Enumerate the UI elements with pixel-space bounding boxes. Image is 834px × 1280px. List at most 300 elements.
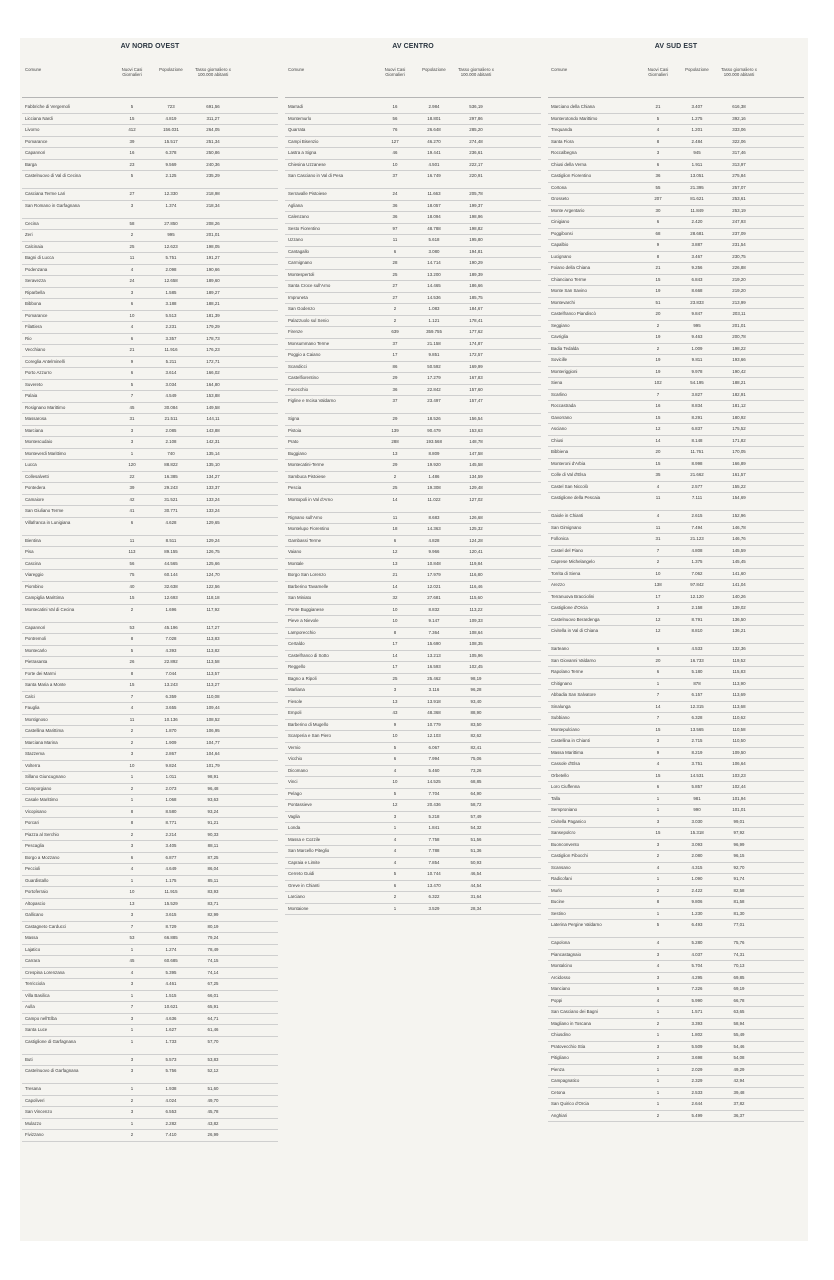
- nuovi-casi-cell: 68: [655, 230, 661, 236]
- popolazione-cell: 18.094: [427, 214, 441, 219]
- table-row: [548, 920, 804, 938]
- nuovi-casi-cell: 25: [392, 675, 398, 681]
- nuovi-casi-cell: 3: [393, 813, 397, 819]
- popolazione-cell: 7.410: [165, 1132, 177, 1137]
- table-row: [548, 1065, 804, 1077]
- table-row: [22, 968, 278, 980]
- popolazione-cell: 7.788: [428, 848, 440, 853]
- comune-cell: Montecarlo: [25, 647, 47, 653]
- table-row: [285, 235, 541, 247]
- comune-cell: Vaiano: [288, 549, 302, 554]
- popolazione-cell: 26.648: [427, 127, 441, 132]
- tasso-cell: 136,50: [732, 616, 746, 622]
- tasso-cell: 616,38: [732, 104, 746, 109]
- table-row: [22, 1119, 278, 1131]
- table-row: [548, 321, 804, 333]
- nuovi-casi-cell: 36: [392, 386, 398, 392]
- popolazione-cell: 4.393: [165, 647, 177, 653]
- popolazione-cell: 50.592: [427, 363, 441, 369]
- popolazione-cell: 89.155: [164, 549, 178, 554]
- popolazione-cell: 4.295: [691, 974, 703, 980]
- tasso-cell: 117,92: [206, 606, 220, 612]
- comune-cell: Bagno a Ripoli: [288, 675, 317, 681]
- table-row: [22, 1066, 278, 1084]
- popolazione-cell: 1.121: [428, 317, 440, 323]
- comune-cell: Bibbona: [25, 301, 42, 306]
- tasso-cell: 213,99: [732, 299, 746, 305]
- nuovi-casi-cell: 43: [392, 710, 398, 715]
- nuovi-casi-cell: 2: [130, 1097, 134, 1103]
- comune-cell: Terricciola: [25, 981, 45, 986]
- col-header-popolazione: Popolazione: [422, 67, 446, 72]
- tasso-cell: 80,19: [207, 923, 219, 929]
- table-row: [22, 345, 278, 357]
- popolazione-cell: 6.359: [165, 693, 177, 699]
- comune-cell: Massa Marittima: [551, 749, 584, 755]
- comune-cell: Sesto Fiorentino: [288, 225, 320, 231]
- popolazione-cell: 9.824: [165, 762, 177, 768]
- tasso-cell: 178,73: [206, 335, 220, 341]
- popolazione-cell: 156.031: [163, 127, 179, 132]
- comune-cell: Serravalle Pistoiese: [288, 191, 327, 196]
- table-row: [548, 805, 804, 817]
- nuovi-casi-cell: 138: [654, 582, 662, 587]
- table-row: [285, 674, 541, 686]
- comune-cell: Sambuca Pistoiese: [288, 473, 326, 479]
- tasso-cell: 143,88: [206, 427, 220, 433]
- popolazione-cell: 18.057: [427, 202, 441, 208]
- table-row: [548, 378, 804, 390]
- table-row: [285, 731, 541, 743]
- popolazione-cell: 1.374: [165, 202, 177, 208]
- nuovi-casi-cell: 58: [129, 220, 135, 226]
- popolazione-cell: 3.393: [691, 1020, 703, 1026]
- table-row: [285, 559, 541, 571]
- tasso-cell: 52,12: [207, 1068, 219, 1073]
- table-row: [285, 396, 541, 414]
- table-row: [22, 311, 278, 323]
- nuovi-casi-cell: 9: [656, 749, 660, 755]
- table-row: [22, 1107, 278, 1119]
- tasso-cell: 333,06: [732, 127, 746, 132]
- comune-cell: Montepulciano: [551, 726, 580, 732]
- nuovi-casi-cell: 1: [130, 450, 134, 456]
- comune-cell: Piancastagnaio: [551, 951, 582, 957]
- tasso-cell: 109,33: [469, 618, 483, 623]
- col-header-tasso: Tasso giornaliero x 100.000 abitanti: [195, 67, 231, 78]
- table-row: [22, 536, 278, 548]
- nuovi-casi-cell: 288: [391, 439, 399, 444]
- tasso-cell: 51,56: [470, 836, 482, 842]
- tasso-cell: 208,26: [206, 220, 220, 226]
- comune-cell: Lastra a Signa: [288, 150, 317, 155]
- tasso-cell: 96,99: [733, 841, 745, 847]
- nuovi-casi-cell: 2: [130, 606, 134, 612]
- popolazione-cell: 19.308: [427, 485, 441, 490]
- tasso-cell: 136,21: [732, 628, 746, 633]
- popolazione-cell: 2.533: [691, 1089, 703, 1095]
- tasso-cell: 257,07: [732, 184, 746, 190]
- comune-cell: Castiglion Fiorentino: [551, 173, 592, 178]
- table-body: [22, 102, 278, 1142]
- table-row: [22, 945, 278, 957]
- tasso-cell: 113,27: [206, 682, 220, 687]
- table-row: [22, 449, 278, 461]
- comune-cell: Campagnatico: [551, 1078, 580, 1083]
- popolazione-cell: 2.231: [165, 324, 177, 329]
- popolazione-cell: 12.315: [690, 703, 704, 709]
- popolazione-cell: 1.733: [165, 1038, 177, 1044]
- tasso-cell: 74,14: [207, 969, 219, 975]
- comune-cell: Certaldo: [288, 641, 305, 646]
- popolazione-cell: 10.136: [164, 716, 178, 722]
- popolazione-cell: 945: [693, 150, 701, 155]
- nuovi-casi-cell: 1: [656, 680, 660, 686]
- tasso-cell: 82,58: [733, 887, 745, 893]
- table-row: [548, 482, 804, 494]
- table-row: [548, 183, 804, 195]
- tasso-cell: 43,82: [207, 1120, 219, 1126]
- tasso-cell: 104,77: [206, 739, 220, 745]
- comune-cell: Suvereto: [25, 381, 43, 387]
- comune-cell: Siena: [551, 380, 563, 385]
- table-row: [285, 789, 541, 801]
- popolazione-cell: 6.493: [691, 922, 703, 927]
- comune-cell: Semproniano: [551, 807, 578, 812]
- nuovi-casi-cell: 28: [392, 260, 398, 265]
- comune-cell: Gallicano: [25, 912, 44, 917]
- popolazione-cell: 4.315: [691, 864, 703, 870]
- nuovi-casi-cell: 45: [129, 404, 135, 410]
- comune-cell: Calci: [25, 693, 35, 699]
- col-header-nuovi-casi: Nuovi Casi Giornalieri: [384, 67, 406, 78]
- table-row: [22, 137, 278, 149]
- comune-cell: Torrita di Siena: [551, 570, 581, 576]
- table-row: [548, 603, 804, 615]
- nuovi-casi-cell: 1: [656, 1078, 660, 1083]
- table-row: [285, 449, 541, 461]
- nuovi-casi-cell: 3: [393, 687, 397, 692]
- table-row: [548, 592, 804, 604]
- table-row: [285, 373, 541, 385]
- popolazione-cell: 193.568: [426, 439, 442, 444]
- comune-cell: Gambassi Terme: [288, 537, 322, 543]
- tasso-cell: 297,86: [469, 115, 483, 121]
- comune-cell: Vecchiano: [25, 347, 46, 352]
- tasso-cell: 125,32: [469, 526, 483, 531]
- table-row: [548, 984, 804, 996]
- table-row: [22, 102, 278, 114]
- nuovi-casi-cell: 2: [393, 306, 397, 311]
- table-row: [285, 766, 541, 778]
- table-row: [22, 472, 278, 484]
- popolazione-cell: 3.467: [691, 253, 703, 259]
- tasso-cell: 172,57: [469, 352, 483, 357]
- tasso-cell: 85,11: [207, 877, 219, 883]
- tasso-cell: 96,15: [733, 853, 745, 858]
- tasso-cell: 87,25: [207, 854, 219, 860]
- tasso-cell: 231,54: [732, 242, 746, 247]
- nuovi-casi-cell: 3: [656, 605, 660, 610]
- tasso-cell: 135,14: [206, 450, 220, 456]
- section-title: AV CENTRO: [392, 43, 434, 50]
- table-row: [548, 1030, 804, 1042]
- table-row: [548, 828, 804, 840]
- tasso-cell: 105,96: [469, 652, 483, 658]
- nuovi-casi-cell: 40: [129, 583, 135, 589]
- table-row: [22, 357, 278, 369]
- popolazione-cell: 46.270: [427, 138, 441, 144]
- popolazione-cell: 1.083: [428, 306, 440, 311]
- table-row: [22, 922, 278, 934]
- nuovi-casi-cell: 25: [129, 243, 135, 249]
- popolazione-cell: 9.978: [691, 368, 703, 374]
- tasso-cell: 178,41: [469, 317, 483, 323]
- popolazione-cell: 8.668: [691, 288, 703, 293]
- table-row: [548, 1019, 804, 1031]
- popolazione-cell: 15.517: [164, 138, 178, 144]
- table-row: [548, 286, 804, 298]
- popolazione-cell: 6.843: [691, 276, 703, 282]
- table-row: [548, 229, 804, 241]
- table-row: [22, 368, 278, 380]
- table-row: [285, 547, 541, 559]
- nuovi-casi-cell: 7: [656, 547, 660, 553]
- comune-cell: Roccalbegna: [551, 150, 577, 155]
- table-row: [548, 413, 804, 425]
- comune-cell: Chianciano Terme: [551, 276, 587, 282]
- comune-cell: Poggibonsi: [551, 230, 573, 236]
- tasso-cell: 68,85: [470, 779, 482, 784]
- popolazione-cell: 3.030: [691, 818, 703, 824]
- tasso-cell: 195,80: [469, 237, 483, 242]
- popolazione-cell: 3.188: [165, 301, 177, 306]
- popolazione-cell: 48.368: [427, 710, 441, 715]
- popolazione-cell: 15.318: [690, 830, 704, 835]
- comune-cell: Villafranca in Lunigiana: [25, 519, 71, 525]
- comune-cell: Monteriggioni: [551, 368, 578, 374]
- comune-cell: Badia Tedalda: [551, 345, 579, 351]
- comune-cell: Monsummano Terme: [288, 340, 330, 346]
- table-row: [548, 240, 804, 252]
- popolazione-cell: 2.125: [165, 173, 177, 178]
- comune-cell: Seravezza: [25, 278, 46, 283]
- nuovi-casi-cell: 15: [655, 414, 661, 420]
- nuovi-casi-cell: 14: [392, 583, 398, 589]
- nuovi-casi-cell: 5: [130, 104, 134, 109]
- nuovi-casi-cell: 6: [130, 335, 134, 341]
- tasso-cell: 152,96: [732, 513, 746, 518]
- comune-cell: Vicopisano: [25, 808, 47, 814]
- popolazione-cell: 23.833: [690, 299, 704, 305]
- comune-cell: Campo nell'Elba: [25, 1015, 57, 1021]
- comune-cell: Pienza: [551, 1066, 565, 1072]
- col-header-popolazione: Popolazione: [685, 67, 709, 72]
- table-row: [22, 276, 278, 288]
- table-row: [548, 656, 804, 668]
- tasso-cell: 90,33: [207, 831, 219, 837]
- popolazione-cell: 6.322: [428, 894, 440, 899]
- nuovi-casi-cell: 6: [393, 537, 397, 543]
- nuovi-casi-cell: 9: [393, 721, 397, 727]
- popolazione-cell: 1.011: [165, 774, 177, 779]
- comune-cell: Cetona: [551, 1089, 566, 1095]
- comune-cell: Bibbiena: [551, 449, 569, 454]
- table-row: [22, 795, 278, 807]
- comune-cell: Magliano in Toscana: [551, 1020, 591, 1026]
- nuovi-casi-cell: 39: [129, 485, 135, 490]
- comune-cell: Firenze: [288, 329, 303, 334]
- tasso-cell: 190,66: [206, 266, 220, 272]
- nuovi-casi-cell: 37: [392, 340, 398, 346]
- comune-cell: Palazzuolo sul Senio: [288, 317, 329, 323]
- table-row: [22, 818, 278, 830]
- popolazione-cell: 6.157: [691, 692, 703, 697]
- popolazione-cell: 6.837: [691, 426, 703, 431]
- table-row: [285, 483, 541, 495]
- table-row: [22, 703, 278, 715]
- table-row: [22, 1025, 278, 1037]
- popolazione-cell: 13.213: [427, 652, 441, 658]
- comune-cell: Buti: [25, 1056, 33, 1062]
- tasso-cell: 191,27: [206, 255, 220, 260]
- nuovi-casi-cell: 2: [130, 831, 134, 837]
- nuovi-casi-cell: 56: [392, 115, 398, 121]
- popolazione-cell: 19.920: [427, 462, 441, 467]
- table-row: [548, 217, 804, 229]
- comune-cell: Monte San Savino: [551, 288, 587, 293]
- nuovi-casi-cell: 75: [129, 572, 135, 577]
- popolazione-cell: 97.842: [690, 582, 704, 587]
- table-row: [285, 327, 541, 339]
- nuovi-casi-cell: 12: [655, 616, 661, 622]
- popolazione-cell: 5.280: [691, 940, 703, 945]
- popolazione-cell: 995: [693, 322, 701, 328]
- popolazione-cell: 9.966: [428, 549, 440, 554]
- popolazione-cell: 3.655: [165, 705, 177, 710]
- comune-cell: Barga: [25, 161, 37, 167]
- tasso-cell: 251,34: [206, 138, 220, 144]
- table-row: [22, 715, 278, 727]
- popolazione-cell: 1.909: [165, 739, 177, 745]
- popolazione-cell: 5.857: [691, 784, 703, 789]
- tasso-cell: 392,16: [732, 115, 746, 121]
- tasso-cell: 132,36: [732, 646, 746, 651]
- nuovi-casi-cell: 19: [655, 288, 661, 293]
- comune-cell: Manciano: [551, 986, 571, 991]
- nuovi-casi-cell: 2: [393, 894, 397, 899]
- table-row: [22, 784, 278, 796]
- section-title: AV NORD OVEST: [120, 43, 180, 50]
- popolazione-cell: 3.887: [691, 242, 703, 247]
- tasso-cell: 101,94: [732, 795, 746, 801]
- comune-cell: Villa Basilica: [25, 992, 50, 998]
- comune-cell: Filattiera: [25, 324, 42, 329]
- comune-cell: Cassole d'Elsa: [551, 761, 580, 766]
- popolazione-cell: 359.755: [426, 329, 442, 334]
- tasso-cell: 142,31: [206, 439, 220, 444]
- table-row: [285, 304, 541, 316]
- comune-cell: Pontedera: [25, 485, 46, 490]
- comune-cell: Buggiano: [288, 450, 307, 456]
- comune-cell: Sillano Giuncugnano: [25, 774, 66, 779]
- popolazione-cell: 4.549: [165, 393, 177, 398]
- popolazione-cell: 1.009: [691, 345, 703, 351]
- nuovi-casi-cell: 16: [655, 403, 661, 408]
- comune-cell: Santa Luce: [25, 1027, 48, 1032]
- tasso-cell: 77,01: [733, 922, 745, 927]
- popolazione-cell: 1.274: [165, 946, 177, 952]
- comune-cell: Riparbella: [25, 289, 45, 295]
- comune-cell: Campiglia Marittima: [25, 595, 64, 600]
- nuovi-casi-cell: 24: [392, 191, 398, 196]
- popolazione-cell: 27.681: [427, 595, 441, 600]
- comune-cell: Fabbriche di Vergemoli: [25, 104, 70, 109]
- table-row: [22, 582, 278, 594]
- nuovi-casi-cell: 42: [129, 496, 135, 502]
- nuovi-casi-cell: 4: [656, 127, 660, 132]
- popolazione-cell: 32.638: [164, 583, 178, 589]
- comune-cell: Roccastrada: [551, 403, 576, 408]
- popolazione-cell: 2.329: [691, 1078, 703, 1083]
- tasso-cell: 201,01: [206, 232, 220, 237]
- nuovi-casi-cell: 2: [656, 887, 660, 893]
- comune-cell: Portoferraio: [25, 889, 48, 894]
- popolazione-cell: 6.553: [165, 1109, 177, 1114]
- tasso-cell: 220,91: [469, 173, 483, 178]
- table-row: [548, 569, 804, 581]
- nuovi-casi-cell: 4: [656, 483, 660, 489]
- tasso-cell: 115,60: [469, 595, 483, 600]
- popolazione-cell: 2.422: [691, 887, 703, 893]
- table-row: [285, 881, 541, 893]
- table-row: [22, 749, 278, 761]
- table-row: [285, 102, 541, 114]
- table-row: [22, 605, 278, 623]
- comune-cell: Casciana Terme Lari: [25, 191, 66, 196]
- popolazione-cell: 4.808: [691, 547, 703, 553]
- table-row: [22, 460, 278, 472]
- tasso-cell: 58,72: [470, 802, 482, 807]
- tasso-cell: 189,60: [206, 278, 220, 283]
- nuovi-casi-cell: 55: [655, 184, 661, 190]
- tasso-cell: 218,98: [206, 191, 220, 196]
- popolazione-cell: 4.649: [165, 866, 177, 871]
- popolazione-cell: 3.034: [165, 381, 177, 387]
- comune-cell: San Vincenzo: [25, 1109, 53, 1114]
- nuovi-casi-cell: 2: [393, 317, 397, 323]
- comune-cell: Gaiole in Chianti: [551, 513, 584, 518]
- popolazione-cell: 4.501: [428, 161, 440, 167]
- comune-cell: Massarosa: [25, 416, 47, 421]
- popolazione-cell: 21.395: [690, 184, 704, 190]
- tasso-cell: 119,52: [732, 657, 746, 663]
- nuovi-casi-cell: 37: [392, 173, 398, 178]
- tasso-cell: 86,04: [207, 866, 219, 871]
- tasso-cell: 133,24: [206, 496, 220, 502]
- popolazione-cell: 81.621: [690, 196, 704, 201]
- comune-cell: Sovicille: [551, 357, 568, 362]
- tasso-cell: 98,91: [207, 774, 219, 779]
- nuovi-casi-cell: 17: [655, 593, 661, 599]
- table-row: [22, 692, 278, 704]
- table-row: [285, 414, 541, 426]
- table-row: [22, 593, 278, 605]
- comune-cell: Bagni di Lucca: [25, 255, 54, 260]
- nuovi-casi-cell: 11: [392, 237, 398, 242]
- tasso-cell: 120,41: [469, 549, 483, 554]
- nuovi-casi-cell: 2: [130, 1132, 134, 1137]
